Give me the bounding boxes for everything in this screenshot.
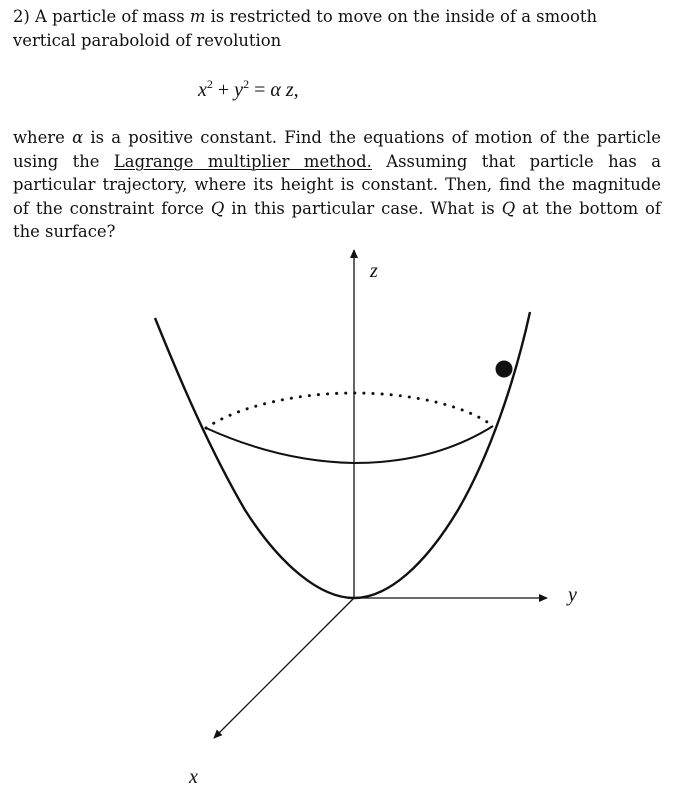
eq-x-exponent: 2 xyxy=(206,77,213,91)
y-axis-label: y xyxy=(568,584,577,606)
mass-variable: m xyxy=(189,7,206,26)
problem-number: 2) xyxy=(13,7,30,26)
z-axis-label: z xyxy=(370,260,378,282)
body-text-a: where xyxy=(13,128,65,147)
eq-plus: + xyxy=(217,79,230,101)
eq-x: x xyxy=(198,79,207,101)
body-text-d: in this particular case. What is xyxy=(231,198,495,218)
eq-y-exponent: 2 xyxy=(243,77,250,91)
lagrange-method-underlined: Lagrange multiplier method. xyxy=(113,151,372,171)
alpha-variable: α xyxy=(72,128,84,147)
eq-y: y xyxy=(234,79,244,101)
paraboloid-profile-curve xyxy=(155,312,530,598)
x-axis-label: x xyxy=(189,766,198,788)
body-text-c: Assuming that particle has a particular trajectory, where its height is constant. Then, find the magnitude of the constraint force xyxy=(13,151,662,218)
eq-alpha: α xyxy=(270,79,281,101)
eq-equals: = xyxy=(254,79,266,101)
eq-z: z xyxy=(285,79,294,101)
intro-text-b: is restricted to move on the inside of a smooth vertical paraboloid of revolution xyxy=(13,7,598,50)
body-text-e: at the bottom of the surface? xyxy=(13,198,661,241)
particle-dot xyxy=(496,361,513,378)
body-text-b: is a positive constant. Find the equations of motion of the particle using the xyxy=(13,128,661,171)
level-circle-front xyxy=(206,426,493,463)
level-circle-back-dotted xyxy=(206,393,493,428)
eq-comma: , xyxy=(293,79,299,101)
constraint-force-variable-q-2: Q xyxy=(501,198,516,218)
intro-text-a: A particle of mass xyxy=(35,7,185,26)
x-axis-line xyxy=(214,598,354,738)
constraint-force-variable-q: Q xyxy=(210,198,225,218)
